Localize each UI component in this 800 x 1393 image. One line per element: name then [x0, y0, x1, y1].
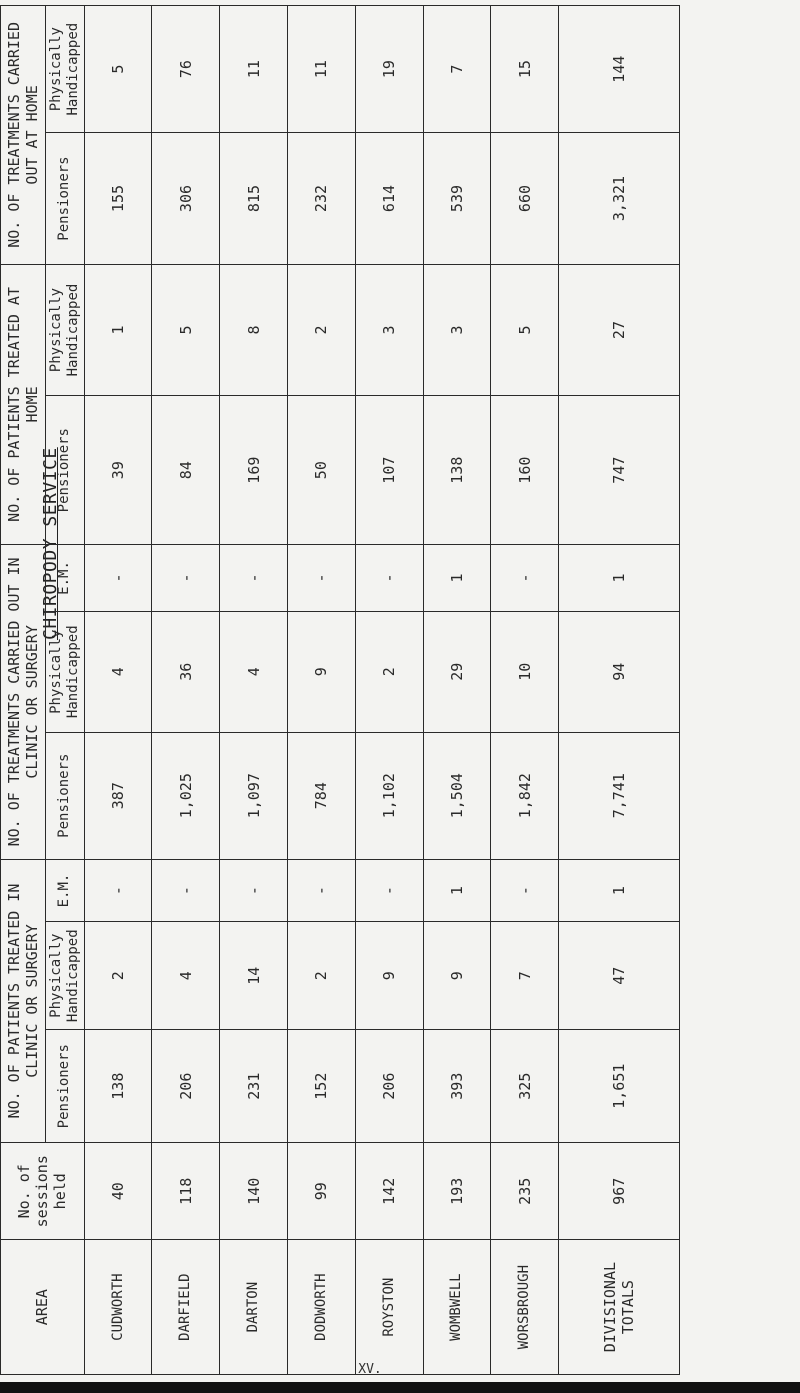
th-pensioners-cell: 660: [491, 133, 559, 265]
th-pensioners-cell: 539: [423, 133, 491, 265]
area-cell: CUDWORTH: [84, 1240, 152, 1375]
tc-em-cell: -: [287, 545, 355, 612]
tc-pensioners-cell: 1,102: [355, 732, 423, 859]
page-number: XV.: [358, 1362, 382, 1377]
pc-em-cell: -: [287, 859, 355, 922]
ph-pensioners-cell: 84: [152, 396, 220, 545]
header-treatments-home: NO. OF TREATMENTS CARRIED OUT AT HOME: [1, 6, 46, 265]
ph-pensioners-cell: 107: [355, 396, 423, 545]
pc-handicapped-cell: 2: [287, 922, 355, 1030]
tc-em-cell: 1: [423, 545, 491, 612]
ph-handicapped-cell: 8: [220, 264, 288, 396]
tc-em-cell: -: [355, 545, 423, 612]
th-handicapped-cell: 15: [491, 6, 559, 133]
th-handicapped-cell: 11: [220, 6, 288, 133]
th-pensioners-cell: 306: [152, 133, 220, 265]
ph-handicapped-cell: 2: [287, 264, 355, 396]
totals-th-handicapped-cell: 144: [559, 6, 680, 133]
header-th-handicapped: Physically Handicapped: [46, 6, 85, 133]
tc-handicapped-cell: 10: [491, 611, 559, 732]
pc-em-cell: -: [220, 859, 288, 922]
tc-pensioners-cell: 1,504: [423, 732, 491, 859]
ph-handicapped-cell: 1: [84, 264, 152, 396]
pc-handicapped-cell: 4: [152, 922, 220, 1030]
tc-em-cell: -: [220, 545, 288, 612]
table-row: [355, 6, 423, 1375]
header-tc-handicapped: Physically Handicapped: [46, 611, 85, 732]
ph-pensioners-cell: 138: [423, 396, 491, 545]
ph-handicapped-cell: 3: [423, 264, 491, 396]
header-treatments-clinic: NO. OF TREATMENTS CARRIED OUT IN CLINIC OR SURGERY: [1, 545, 46, 860]
table-row: [491, 6, 559, 1375]
pc-pensioners-cell: 206: [355, 1030, 423, 1143]
th-pensioners-cell: 232: [287, 133, 355, 265]
header-ph-pensioners: Pensioners: [46, 396, 85, 545]
ph-handicapped-cell: 3: [355, 264, 423, 396]
tc-pensioners-cell: 1,025: [152, 732, 220, 859]
area-cell: WOMBWELL: [423, 1240, 491, 1375]
area-cell: DODWORTH: [287, 1240, 355, 1375]
header-pc-handicapped: Physically Handicapped: [46, 922, 85, 1030]
chiropody-table: [0, 5, 680, 1375]
pc-handicapped-cell: 2: [84, 922, 152, 1030]
pc-pensioners-cell: 152: [287, 1030, 355, 1143]
header-pc-em: E.M.: [46, 859, 85, 922]
totals-ph-pensioners-cell: 747: [559, 396, 680, 545]
sessions-cell: 140: [220, 1143, 288, 1240]
ph-pensioners-cell: 160: [491, 396, 559, 545]
th-handicapped-cell: 11: [287, 6, 355, 133]
th-handicapped-cell: 5: [84, 6, 152, 133]
sessions-cell: 99: [287, 1143, 355, 1240]
tc-pensioners-cell: 1,097: [220, 732, 288, 859]
header-patients-home: NO. OF PATIENTS TREATED AT HOME: [1, 264, 46, 544]
area-cell: DARTON: [220, 1240, 288, 1375]
header-patients-clinic: NO. OF PATIENTS TREATED IN CLINIC OR SURGERY: [1, 859, 46, 1142]
totals-pc-pensioners-cell: 1,651: [559, 1030, 680, 1143]
pc-em-cell: -: [355, 859, 423, 922]
totals-pc-em-cell: 1: [559, 859, 680, 922]
tc-pensioners-cell: 784: [287, 732, 355, 859]
tc-handicapped-cell: 29: [423, 611, 491, 732]
header-ph-handicapped: Physically Handicapped: [46, 264, 85, 396]
totals-ph-handicapped-cell: 27: [559, 264, 680, 396]
header-tc-em: E.M.: [46, 545, 85, 612]
sessions-cell: 118: [152, 1143, 220, 1240]
table-row: [152, 6, 220, 1375]
th-handicapped-cell: 7: [423, 6, 491, 133]
pc-pensioners-cell: 206: [152, 1030, 220, 1143]
totals-sessions-cell: 967: [559, 1143, 680, 1240]
ph-handicapped-cell: 5: [152, 264, 220, 396]
tc-handicapped-cell: 2: [355, 611, 423, 732]
totals-tc-handicapped-cell: 94: [559, 611, 680, 732]
header-sessions: No. of sessions held: [1, 1143, 85, 1240]
tc-em-cell: -: [84, 545, 152, 612]
sessions-cell: 235: [491, 1143, 559, 1240]
sessions-cell: 142: [355, 1143, 423, 1240]
ph-pensioners-cell: 169: [220, 396, 288, 545]
tc-em-cell: -: [491, 545, 559, 612]
header-area: AREA: [1, 1240, 85, 1375]
th-pensioners-cell: 614: [355, 133, 423, 265]
area-cell: DARFIELD: [152, 1240, 220, 1375]
tc-handicapped-cell: 36: [152, 611, 220, 732]
totals-tc-em-cell: 1: [559, 545, 680, 612]
th-pensioners-cell: 155: [84, 133, 152, 265]
tc-handicapped-cell: 4: [84, 611, 152, 732]
sessions-cell: 193: [423, 1143, 491, 1240]
ph-pensioners-cell: 39: [84, 396, 152, 545]
totals-tc-pensioners-cell: 7,741: [559, 732, 680, 859]
totals-label-cell: DIVISIONAL TOTALS: [559, 1240, 680, 1375]
header-th-pensioners: Pensioners: [46, 133, 85, 265]
pc-handicapped-cell: 9: [423, 922, 491, 1030]
pc-handicapped-cell: 7: [491, 922, 559, 1030]
totals-th-pensioners-cell: 3,321: [559, 133, 680, 265]
scan-bottom-edge: [0, 1382, 800, 1393]
pc-em-cell: -: [84, 859, 152, 922]
pc-pensioners-cell: 231: [220, 1030, 288, 1143]
th-pensioners-cell: 815: [220, 133, 288, 265]
pc-pensioners-cell: 325: [491, 1030, 559, 1143]
page-title: CHIROPODY SERVICE: [40, 447, 61, 640]
tc-handicapped-cell: 4: [220, 611, 288, 732]
tc-handicapped-cell: 9: [287, 611, 355, 732]
pc-handicapped-cell: 9: [355, 922, 423, 1030]
header-pc-pensioners: Pensioners: [46, 1030, 85, 1143]
totals-pc-handicapped-cell: 47: [559, 922, 680, 1030]
pc-em-cell: -: [491, 859, 559, 922]
pc-pensioners-cell: 138: [84, 1030, 152, 1143]
th-handicapped-cell: 19: [355, 6, 423, 133]
tc-pensioners-cell: 387: [84, 732, 152, 859]
area-cell: WORSBROUGH: [491, 1240, 559, 1375]
table-row: [84, 6, 152, 1375]
totals-row: [559, 6, 680, 1375]
tc-em-cell: -: [152, 545, 220, 612]
ph-handicapped-cell: 5: [491, 264, 559, 396]
table-row: [287, 6, 355, 1375]
sessions-cell: 40: [84, 1143, 152, 1240]
area-cell: ROYSTON: [355, 1240, 423, 1375]
table-row: [220, 6, 288, 1375]
pc-em-cell: 1: [423, 859, 491, 922]
header-tc-pensioners: Pensioners: [46, 732, 85, 859]
ph-pensioners-cell: 50: [287, 396, 355, 545]
rotated-table-wrapper: [0, 5, 680, 1375]
tc-pensioners-cell: 1,842: [491, 732, 559, 859]
th-handicapped-cell: 76: [152, 6, 220, 133]
table-row: [423, 6, 491, 1375]
pc-handicapped-cell: 14: [220, 922, 288, 1030]
pc-em-cell: -: [152, 859, 220, 922]
pc-pensioners-cell: 393: [423, 1030, 491, 1143]
header-row-groups: [1, 6, 46, 1375]
